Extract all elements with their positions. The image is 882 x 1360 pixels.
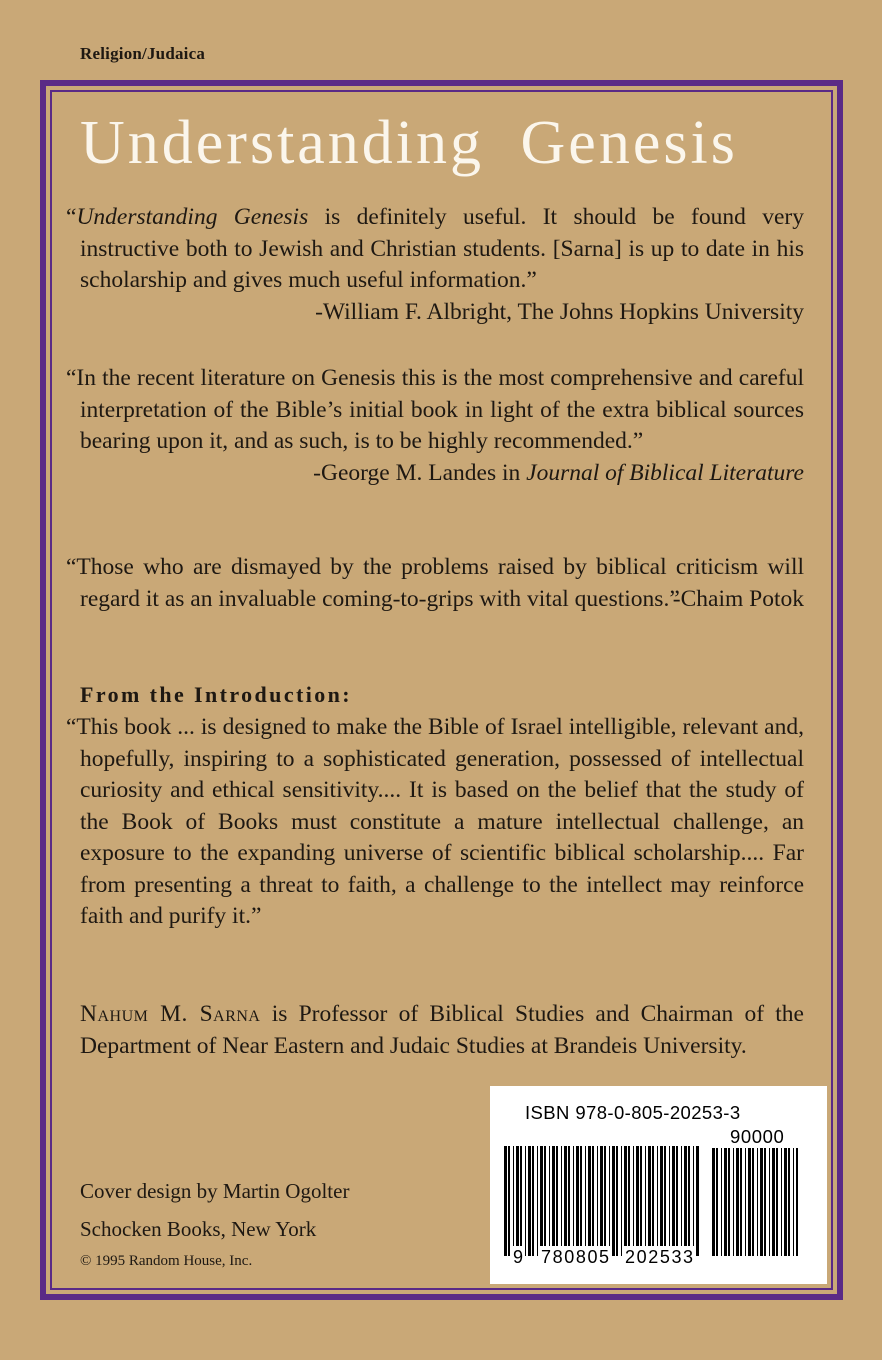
barcode-bar: [633, 1146, 634, 1256]
barcode-bar: [776, 1148, 778, 1256]
barcode-bar: [564, 1146, 567, 1256]
barcode-bar: [748, 1148, 751, 1256]
cover-design-credit: Cover design by Martin Ogolter: [80, 1179, 350, 1203]
barcode-bar: [793, 1148, 794, 1256]
barcode-bar: [733, 1148, 734, 1256]
book-title-italic: Understanding Genesis: [76, 204, 309, 230]
barcode-bar: [693, 1146, 694, 1256]
barcode-bar: [537, 1146, 538, 1256]
barcode-bar: [688, 1146, 690, 1256]
barcode-bar: [796, 1148, 798, 1256]
barcode-bar: [681, 1146, 682, 1256]
barcode-bar: [544, 1146, 546, 1256]
barcode-bar: [549, 1146, 550, 1256]
barcode-bar: [784, 1148, 787, 1256]
barcode-bar: [520, 1146, 522, 1256]
quote-attribution: -Chaim Potok: [672, 585, 804, 612]
barcode-bar: [612, 1146, 615, 1256]
barcode-bar: [636, 1146, 639, 1256]
barcode-bar: [621, 1146, 622, 1256]
barcode-bar: [648, 1146, 651, 1256]
barcode-bar: [600, 1146, 603, 1256]
barcode-bar: [728, 1148, 730, 1256]
barcode-bar: [525, 1146, 526, 1256]
barcode-bar: [657, 1146, 658, 1256]
barcode-bar: [684, 1146, 687, 1256]
intro-heading: From the Introduction:: [80, 682, 352, 707]
barcode-bar: [745, 1148, 746, 1256]
quote-text: “Those who are dismayed by the problems raised by biblical criticism will regard it as an invaluable coming-to-grips with vital questions.”: [66, 554, 804, 612]
barcode-bar: [724, 1148, 727, 1256]
barcode-bar: [752, 1148, 754, 1256]
barcode-bar: [757, 1148, 758, 1256]
barcode-bar: [609, 1146, 610, 1256]
quote-body: is definitely useful. It should be found very instructive both to Jewish and Christian students. [Sarna] is up to date in his scholarship and gives much useful information.”: [80, 204, 805, 293]
publisher-credit: Schocken Books, New York: [80, 1217, 317, 1241]
barcode-bar: [772, 1148, 775, 1256]
barcode-bar: [652, 1146, 654, 1256]
quote-landes: [66, 363, 804, 489]
isbn-label: ISBN 978-0-805-20253-3: [525, 1102, 741, 1123]
barcode-bar: [508, 1146, 510, 1256]
addon-barcode: [712, 1148, 798, 1256]
barcode-bar: [513, 1146, 514, 1256]
quote-attribution: -William F. Albright, The Johns Hopkins University: [315, 298, 804, 325]
barcode-bar: [712, 1148, 715, 1256]
ean-right-digits: 202533: [625, 1247, 695, 1267]
barcode-bar: [556, 1146, 558, 1256]
quote-text: “In the recent literature on Genesis this is the most comprehensive and careful interpretation of the Bible’s initial book in light of the extra biblical sources bearing upon it, and as such, is to be highly recommended.”: [66, 365, 804, 454]
barcode-bar: [580, 1146, 582, 1256]
barcode-bar: [561, 1146, 562, 1256]
barcode-bar: [669, 1146, 670, 1256]
barcode-bar: [573, 1146, 574, 1256]
book-title: Understanding Genesis: [80, 109, 738, 177]
barcode-bar: [532, 1146, 534, 1256]
author-name: Nahum M. Sarna: [80, 1001, 261, 1027]
barcode-bar: [645, 1146, 646, 1256]
barcode-bar: [696, 1146, 699, 1256]
author-bio-text: is Professor of Biblical Studies and Chairman of the Department of Near Eastern and Judaic Studies at Brandeis University.: [80, 1001, 804, 1059]
ean-left-digits: 780805: [541, 1247, 611, 1267]
barcode-bar: [664, 1146, 666, 1256]
barcode-bar: [585, 1146, 586, 1256]
barcode-bar: [552, 1146, 555, 1256]
credits: [80, 1172, 349, 1248]
barcode-bar: [660, 1146, 663, 1256]
barcode-bar: [568, 1146, 570, 1256]
barcode-bar: [624, 1146, 627, 1256]
barcode-bar: [769, 1148, 770, 1256]
category-label: Religion/Judaica: [80, 44, 206, 63]
barcode-bar: [760, 1148, 763, 1256]
quote-potok: [66, 552, 804, 615]
price-code: 90000: [730, 1126, 785, 1147]
barcode-bar: [516, 1146, 519, 1256]
barcode-bar: [576, 1146, 579, 1256]
quote-albright: [66, 202, 805, 328]
barcode-bar: [740, 1148, 742, 1256]
barcode-bar: [764, 1148, 766, 1256]
barcode-bar: [528, 1146, 531, 1256]
barcode-bar: [788, 1148, 790, 1256]
journal-title: Journal of Biblical Literature: [526, 459, 804, 486]
attribution-name: -George M. Landes in: [313, 459, 527, 486]
barcode-bar: [597, 1146, 598, 1256]
barcode-bar: [721, 1148, 722, 1256]
author-bio: [80, 998, 804, 1062]
quote-text: [66, 202, 805, 297]
barcode-bar: [676, 1146, 678, 1256]
ean-barcode: [504, 1146, 700, 1256]
barcode-bar: [640, 1146, 642, 1256]
open-quote-mark: “: [66, 204, 77, 230]
barcode-bar: [604, 1146, 606, 1256]
barcode-bar: [672, 1146, 675, 1256]
barcode-bar: [781, 1148, 782, 1256]
intro-text: “This book ... is designed to make the Bible of Israel intelligible, relevant and, hopefully, inspiring to a sophisticated generation, possessed of intellectual curiosity and ethical sensitivity.... It is based on the belief that the study of the Book of Books must constitute a mature intellectual challenge, an exposure to the expanding universe of scientific biblical scholarship.... Far from presenting a threat to faith, a challenge to the intellect may reinforce faith and purify it.”: [66, 714, 804, 929]
quote-attribution: [80, 458, 804, 490]
ean-first-digit: 9: [513, 1247, 524, 1267]
barcode-box: [490, 1086, 827, 1284]
barcode-bar: [540, 1146, 543, 1256]
barcode-bar: [716, 1148, 718, 1256]
copyright-notice: © 1995 Random House, Inc.: [80, 1253, 253, 1269]
barcode-bar: [736, 1148, 739, 1256]
barcode-bar: [504, 1146, 507, 1256]
barcode-bar: [588, 1146, 591, 1256]
intro-quote: [66, 712, 804, 933]
barcode-bar: [592, 1146, 594, 1256]
barcode-bar: [616, 1146, 618, 1256]
barcode-bar: [628, 1146, 630, 1256]
